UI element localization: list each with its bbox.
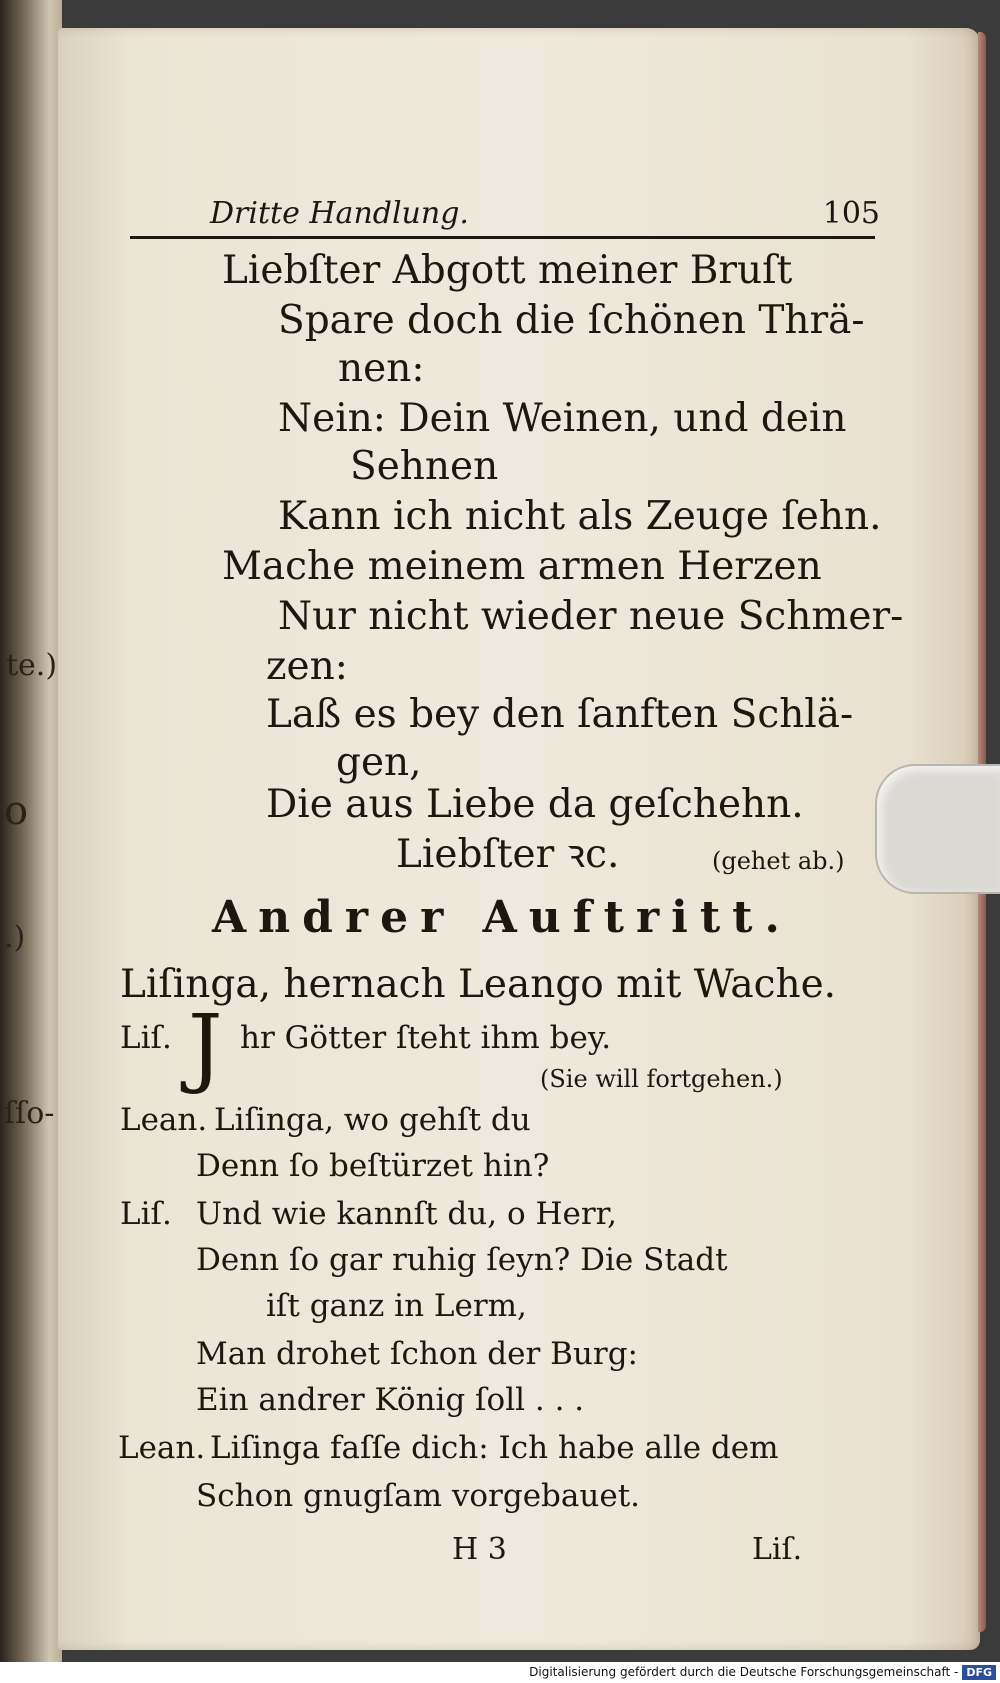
verse-line: zen: xyxy=(266,644,348,689)
dialogue-line: Man drohet ſchon der Burg: xyxy=(196,1336,638,1372)
verse-line: Mache meinem armen Herzen xyxy=(222,544,822,589)
verse-line: Liebſter ꝛc. xyxy=(396,832,620,877)
page-header xyxy=(130,196,880,236)
speaker-label: Liſ. xyxy=(120,1020,172,1056)
verse-line: nen: xyxy=(338,346,425,391)
left-page-edge xyxy=(0,0,62,1662)
credit-text: Digitalisierung gefördert durch die Deutsche Forschungsgemeinschaft - xyxy=(529,1665,959,1679)
signature-mark: H 3 xyxy=(452,1532,507,1567)
dfg-logo: DFG xyxy=(962,1665,996,1680)
left-page-fragment: ſſo- xyxy=(4,1096,55,1131)
verse-line: Sehnen xyxy=(350,444,499,489)
page-clip-tab xyxy=(875,764,1000,894)
drop-cap: J xyxy=(188,997,223,1097)
digitization-credit xyxy=(0,1662,1000,1683)
verse-line: Spare doch die ſchönen Thrä- xyxy=(278,298,865,343)
verse-line: Kann ich nicht als Zeuge ſehn. xyxy=(278,494,882,539)
dialogue-line: Denn ſo gar ruhig ſeyn? Die Stadt xyxy=(196,1242,728,1278)
speaker-label: Lean. xyxy=(118,1430,206,1466)
dialogue-line: Schon gnugſam vorgebauet. xyxy=(196,1478,641,1514)
cast-line: Liſinga, hernach Leango mit Wache. xyxy=(120,962,837,1007)
dialogue-line: Liſinga, wo gehſt du xyxy=(214,1102,531,1138)
verse-line: Laß es bey den ſanften Schlä- xyxy=(266,692,854,737)
verse-line: Nein: Dein Weinen, und dein xyxy=(278,396,847,441)
speaker-label: Liſ. xyxy=(120,1196,172,1232)
left-page-fragment: te.) xyxy=(6,648,58,683)
speaker-label: Lean. xyxy=(120,1102,208,1138)
left-page-fragment: .) xyxy=(4,920,26,955)
left-page-fragment: o xyxy=(4,788,29,834)
verse-line: Liebſter Abgott meiner Bruſt xyxy=(222,248,793,293)
verse-line: gen, xyxy=(336,740,422,785)
dialogue-line: Ein andrer König ſoll . . . xyxy=(196,1382,585,1418)
header-rule xyxy=(130,236,875,239)
page-number: 105 xyxy=(822,196,880,231)
scene-heading: Andrer Auftritt. xyxy=(212,892,792,943)
catchword: Liſ. xyxy=(752,1532,803,1567)
dialogue-line: Liſinga faſſe dich: Ich habe alle dem xyxy=(210,1430,779,1466)
stage-direction: (Sie will fortgehen.) xyxy=(540,1065,783,1093)
verse-line: Die aus Liebe da geſchehn. xyxy=(266,782,804,827)
dialogue-line: iſt ganz in Lerm, xyxy=(266,1288,527,1324)
dialogue-line: Denn ſo beſtürzet hin? xyxy=(196,1148,550,1184)
running-title: Dritte Handlung. xyxy=(210,196,469,231)
dialogue-line: hr Götter ſteht ihm bey. xyxy=(240,1020,612,1056)
verse-line: Nur nicht wieder neue Schmer- xyxy=(278,594,904,639)
stage-direction: (gehet ab.) xyxy=(712,847,845,875)
dialogue-line: Und wie kannſt du, o Herr, xyxy=(196,1196,617,1232)
